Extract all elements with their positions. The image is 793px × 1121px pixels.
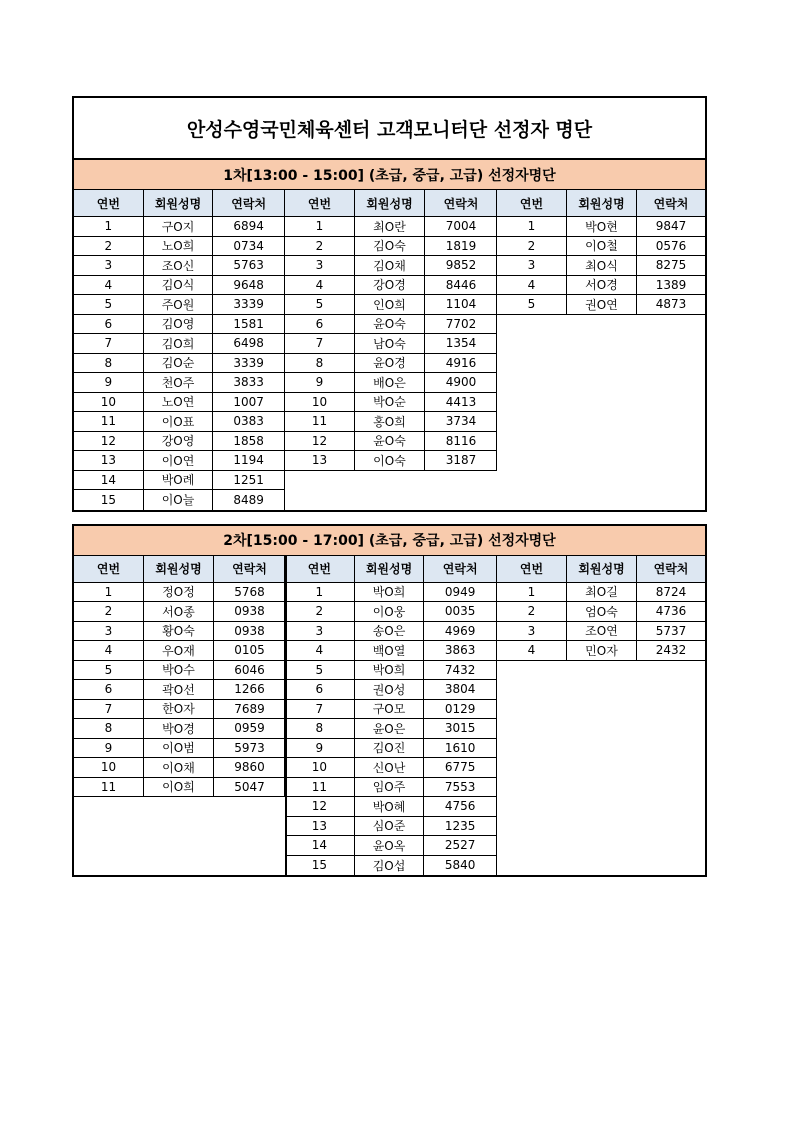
contact-number: 0576 bbox=[655, 238, 687, 253]
member-name: 노O희 bbox=[144, 237, 214, 256]
member-name: 김O식 bbox=[144, 276, 214, 295]
row-number: 3 bbox=[497, 622, 567, 641]
member-name: 윤O옥 bbox=[355, 836, 425, 855]
contact-number: 8489 bbox=[233, 492, 264, 507]
contact-number: 5840 bbox=[444, 858, 476, 873]
member-name: 이O철 bbox=[567, 237, 637, 256]
contact-number: 4900 bbox=[445, 375, 477, 390]
table-row bbox=[497, 237, 705, 257]
contact-number: 1858 bbox=[233, 433, 264, 448]
row-number: 9 bbox=[285, 739, 355, 758]
table-row bbox=[285, 778, 496, 798]
contact-number: 2527 bbox=[444, 838, 476, 853]
contact-number: 0129 bbox=[444, 701, 476, 716]
member-name: 이O숙 bbox=[355, 451, 425, 470]
row-number: 3 bbox=[74, 622, 144, 641]
table-block bbox=[285, 190, 497, 510]
member-name: 조O신 bbox=[144, 256, 214, 275]
member-name: 서O경 bbox=[567, 276, 637, 295]
table-row bbox=[74, 393, 284, 413]
table-row bbox=[285, 315, 497, 335]
member-name: 신O난 bbox=[355, 758, 425, 777]
row-number: 4 bbox=[497, 641, 567, 660]
table-row bbox=[497, 583, 705, 603]
table-row bbox=[74, 412, 284, 432]
row-number: 1 bbox=[497, 583, 567, 602]
table-row bbox=[497, 641, 705, 661]
member-name: 구O모 bbox=[355, 700, 425, 719]
member-name: 노O연 bbox=[144, 393, 214, 412]
table-row bbox=[285, 661, 496, 681]
member-name: 강O영 bbox=[144, 432, 214, 451]
table-row bbox=[285, 412, 497, 432]
row-number: 12 bbox=[74, 432, 144, 451]
row-number: 6 bbox=[285, 680, 355, 699]
contact-number: 9852 bbox=[445, 258, 477, 273]
row-number: 14 bbox=[74, 471, 144, 490]
row-number: 5 bbox=[74, 295, 144, 314]
row-number: 6 bbox=[74, 680, 144, 699]
table-row bbox=[285, 432, 497, 452]
member-name: 윤O숙 bbox=[355, 315, 425, 334]
table-row bbox=[74, 622, 285, 642]
table-row bbox=[74, 700, 285, 720]
page-title: 안성수영국민체육센터 고객모니터단 선정자 명단 bbox=[72, 96, 707, 160]
table-row bbox=[285, 797, 496, 817]
member-name: 엄O숙 bbox=[567, 602, 637, 621]
row-number: 6 bbox=[74, 315, 144, 334]
row-number: 12 bbox=[285, 432, 355, 451]
contact-number: 1354 bbox=[445, 336, 477, 351]
contact-number: 8116 bbox=[445, 433, 477, 448]
contact-number: 5737 bbox=[655, 623, 687, 638]
row-number: 5 bbox=[74, 661, 144, 680]
row-number: 10 bbox=[285, 758, 355, 777]
table-row bbox=[74, 256, 284, 276]
contact-number: 1251 bbox=[233, 472, 264, 487]
table-block bbox=[497, 190, 705, 510]
table-block bbox=[497, 556, 705, 876]
contact-number: 1819 bbox=[445, 238, 477, 253]
column-header: 연번 bbox=[285, 556, 355, 582]
table-row bbox=[285, 739, 496, 759]
member-name: 이O채 bbox=[144, 758, 214, 777]
member-name: 곽O선 bbox=[144, 680, 214, 699]
row-number: 3 bbox=[285, 256, 355, 275]
row-number: 10 bbox=[74, 393, 144, 412]
row-number: 5 bbox=[497, 295, 567, 314]
contact-number: 4916 bbox=[445, 355, 477, 370]
member-name: 최O길 bbox=[567, 583, 637, 602]
column-header: 연락처 bbox=[653, 562, 689, 576]
table-row bbox=[74, 354, 284, 374]
column-header: 연락처 bbox=[442, 562, 478, 576]
column-header: 연번 bbox=[497, 190, 567, 216]
member-name: 심O준 bbox=[355, 817, 425, 836]
member-name: 이O표 bbox=[144, 412, 214, 431]
contact-number: 3863 bbox=[444, 643, 476, 658]
row-number: 11 bbox=[74, 778, 144, 797]
row-number: 4 bbox=[74, 276, 144, 295]
table-row bbox=[74, 641, 285, 661]
member-name: 김O채 bbox=[355, 256, 425, 275]
member-name: 김O순 bbox=[144, 354, 214, 373]
contact-number: 6775 bbox=[444, 760, 476, 775]
section-blocks bbox=[74, 556, 705, 876]
contact-number: 7702 bbox=[445, 316, 477, 331]
contact-number: 5763 bbox=[233, 258, 264, 273]
contact-number: 4873 bbox=[655, 297, 687, 312]
empty-area bbox=[497, 315, 705, 510]
member-name: 홍O희 bbox=[355, 412, 425, 431]
contact-number: 1104 bbox=[445, 297, 477, 312]
table-row bbox=[74, 758, 285, 778]
row-number: 8 bbox=[285, 354, 355, 373]
member-name: 이O범 bbox=[144, 739, 214, 758]
table-row bbox=[74, 680, 285, 700]
row-number: 4 bbox=[285, 276, 355, 295]
row-number: 8 bbox=[74, 354, 144, 373]
table-row bbox=[285, 295, 497, 315]
column-header: 연락처 bbox=[653, 196, 689, 211]
row-number: 1 bbox=[285, 583, 355, 602]
table-row bbox=[285, 451, 497, 471]
row-number: 3 bbox=[285, 622, 355, 641]
empty-area bbox=[285, 471, 497, 510]
table-header bbox=[74, 190, 284, 217]
block-divider bbox=[285, 556, 287, 876]
column-header: 연락처 bbox=[443, 196, 479, 211]
contact-number: 4969 bbox=[444, 623, 476, 638]
member-name: 박O순 bbox=[355, 393, 425, 412]
member-name: 우O재 bbox=[144, 641, 214, 660]
row-number: 8 bbox=[285, 719, 355, 738]
table-header bbox=[285, 190, 497, 217]
member-name: 이O희 bbox=[144, 778, 214, 797]
row-number: 5 bbox=[285, 295, 355, 314]
contact-number: 6498 bbox=[233, 336, 264, 351]
contact-number: 9648 bbox=[233, 277, 264, 292]
table-row bbox=[74, 719, 285, 739]
table-row bbox=[285, 276, 497, 296]
contact-number: 9847 bbox=[655, 219, 687, 234]
row-number: 1 bbox=[74, 217, 144, 236]
table-row bbox=[497, 276, 705, 296]
row-number: 3 bbox=[497, 256, 567, 275]
row-number: 9 bbox=[285, 373, 355, 392]
table-row bbox=[74, 237, 284, 257]
contact-number: 4756 bbox=[444, 799, 476, 814]
column-header: 연번 bbox=[285, 190, 355, 216]
table-row bbox=[285, 719, 496, 739]
contact-number: 0105 bbox=[234, 643, 265, 658]
member-name: 김O섭 bbox=[355, 856, 425, 876]
table-block bbox=[285, 556, 497, 876]
member-name: 정O정 bbox=[144, 583, 214, 602]
table-row bbox=[285, 758, 496, 778]
table-row bbox=[74, 334, 284, 354]
contact-number: 0949 bbox=[444, 584, 476, 599]
table-block bbox=[74, 556, 285, 876]
row-number: 4 bbox=[497, 276, 567, 295]
member-name: 인O희 bbox=[355, 295, 425, 314]
contact-number: 3339 bbox=[233, 297, 264, 312]
member-name: 김O숙 bbox=[355, 237, 425, 256]
row-number: 6 bbox=[285, 315, 355, 334]
member-name: 서O종 bbox=[144, 602, 214, 621]
contact-number: 0938 bbox=[234, 623, 265, 638]
table-row bbox=[285, 622, 496, 642]
table-row bbox=[74, 217, 284, 237]
member-name: 강O경 bbox=[355, 276, 425, 295]
table-row bbox=[285, 217, 497, 237]
empty-area bbox=[497, 661, 705, 876]
table-row bbox=[497, 622, 705, 642]
contact-number: 8275 bbox=[655, 258, 687, 273]
row-number: 4 bbox=[285, 641, 355, 660]
table-row bbox=[74, 315, 284, 335]
table-row bbox=[497, 256, 705, 276]
table-row bbox=[285, 393, 497, 413]
table-row bbox=[74, 295, 284, 315]
member-name: 이O연 bbox=[144, 451, 214, 470]
member-name: 박O현 bbox=[567, 217, 637, 236]
table-header bbox=[497, 190, 705, 217]
table-row bbox=[74, 490, 284, 510]
column-header: 회원성명 bbox=[355, 556, 425, 582]
contact-number: 3734 bbox=[445, 414, 477, 429]
row-number: 7 bbox=[74, 700, 144, 719]
contact-number: 7553 bbox=[444, 779, 476, 794]
row-number: 15 bbox=[285, 856, 355, 876]
contact-number: 7004 bbox=[445, 219, 477, 234]
document bbox=[72, 96, 707, 877]
contact-number: 1194 bbox=[233, 453, 264, 468]
row-number: 7 bbox=[285, 700, 355, 719]
contact-number: 5768 bbox=[234, 584, 265, 599]
table-row bbox=[285, 256, 497, 276]
member-name: 이O늘 bbox=[144, 490, 214, 510]
table-row bbox=[285, 354, 497, 374]
table-row bbox=[285, 856, 496, 876]
member-name: 민O자 bbox=[567, 641, 637, 660]
contact-number: 7689 bbox=[234, 701, 265, 716]
row-number: 11 bbox=[285, 778, 355, 797]
contact-number: 1389 bbox=[655, 277, 687, 292]
contact-number: 1007 bbox=[233, 394, 264, 409]
contact-number: 4736 bbox=[655, 604, 687, 619]
table-row bbox=[285, 334, 497, 354]
row-number: 13 bbox=[285, 451, 355, 470]
row-number: 9 bbox=[74, 373, 144, 392]
row-number: 10 bbox=[74, 758, 144, 777]
contact-number: 6894 bbox=[233, 219, 264, 234]
row-number: 1 bbox=[74, 583, 144, 602]
member-name: 임O주 bbox=[355, 778, 425, 797]
member-name: 최O식 bbox=[567, 256, 637, 275]
contact-number: 0938 bbox=[234, 604, 265, 619]
contact-number: 0959 bbox=[234, 721, 265, 736]
table-header bbox=[285, 556, 496, 583]
column-header: 회원성명 bbox=[144, 556, 214, 582]
row-number: 15 bbox=[74, 490, 144, 510]
contact-number: 1581 bbox=[233, 316, 264, 331]
table-row bbox=[74, 739, 285, 759]
table-row bbox=[74, 778, 285, 798]
row-number: 13 bbox=[74, 451, 144, 470]
table-header bbox=[74, 556, 285, 583]
table-row bbox=[74, 583, 285, 603]
contact-number: 5047 bbox=[234, 779, 265, 794]
row-number: 2 bbox=[74, 237, 144, 256]
member-name: 주O원 bbox=[144, 295, 214, 314]
row-number: 11 bbox=[285, 412, 355, 431]
row-number: 2 bbox=[285, 237, 355, 256]
contact-number: 0383 bbox=[233, 414, 264, 429]
row-number: 2 bbox=[497, 602, 567, 621]
table-row bbox=[497, 295, 705, 315]
member-name: 백O열 bbox=[355, 641, 425, 660]
contact-number: 5973 bbox=[234, 740, 265, 755]
table-row bbox=[74, 432, 284, 452]
column-header: 연락처 bbox=[232, 562, 267, 576]
column-header: 회원성명 bbox=[567, 190, 637, 216]
contact-number: 2432 bbox=[655, 643, 687, 658]
table-block bbox=[74, 190, 285, 510]
member-name: 이O웅 bbox=[355, 602, 425, 621]
contact-number: 0734 bbox=[233, 238, 264, 253]
section-header: 2차[15:00 - 17:00] (초급, 중급, 고급) 선정자명단 bbox=[74, 526, 705, 556]
member-name: 구O지 bbox=[144, 217, 214, 236]
column-header: 회원성명 bbox=[144, 190, 214, 216]
member-name: 천O주 bbox=[144, 373, 214, 392]
table-row bbox=[74, 471, 284, 491]
row-number: 1 bbox=[285, 217, 355, 236]
table-row bbox=[74, 661, 285, 681]
contact-number: 3187 bbox=[445, 453, 477, 468]
member-name: 박O희 bbox=[355, 583, 425, 602]
row-number: 10 bbox=[285, 393, 355, 412]
member-name: 박O수 bbox=[144, 661, 214, 680]
section-header: 1차[13:00 - 15:00] (초급, 중급, 고급) 선정자명단 bbox=[74, 160, 705, 190]
column-header: 회원성명 bbox=[355, 190, 425, 216]
selection-section-1 bbox=[72, 160, 707, 512]
member-name: 윤O은 bbox=[355, 719, 425, 738]
table-row bbox=[285, 641, 496, 661]
row-number: 2 bbox=[497, 237, 567, 256]
member-name: 황O숙 bbox=[144, 622, 214, 641]
member-name: 박O희 bbox=[355, 661, 425, 680]
table-row bbox=[285, 583, 496, 603]
table-header bbox=[497, 556, 705, 583]
table-row bbox=[285, 373, 497, 393]
sections bbox=[72, 160, 707, 877]
table-row bbox=[285, 836, 496, 856]
member-name: 김O진 bbox=[355, 739, 425, 758]
table-row bbox=[74, 451, 284, 471]
table-row bbox=[285, 680, 496, 700]
member-name: 조O연 bbox=[567, 622, 637, 641]
row-number: 7 bbox=[285, 334, 355, 353]
member-name: 윤O숙 bbox=[355, 432, 425, 451]
row-number: 2 bbox=[285, 602, 355, 621]
column-header: 연락처 bbox=[231, 196, 267, 211]
row-number: 13 bbox=[285, 817, 355, 836]
contact-number: 3339 bbox=[233, 355, 264, 370]
contact-number: 1235 bbox=[444, 818, 476, 833]
row-number: 4 bbox=[74, 641, 144, 660]
table-row bbox=[74, 276, 284, 296]
row-number: 9 bbox=[74, 739, 144, 758]
row-number: 14 bbox=[285, 836, 355, 855]
section-blocks bbox=[74, 190, 705, 510]
contact-number: 7432 bbox=[444, 662, 476, 677]
member-name: 박O경 bbox=[144, 719, 214, 738]
table-row bbox=[74, 373, 284, 393]
member-name: 남O숙 bbox=[355, 334, 425, 353]
row-number: 3 bbox=[74, 256, 144, 275]
member-name: 배O은 bbox=[355, 373, 425, 392]
table-row bbox=[74, 602, 285, 622]
contact-number: 6046 bbox=[234, 662, 265, 677]
contact-number: 9860 bbox=[234, 760, 265, 775]
contact-number: 1610 bbox=[444, 740, 476, 755]
member-name: 송O은 bbox=[355, 622, 425, 641]
row-number: 2 bbox=[74, 602, 144, 621]
row-number: 8 bbox=[74, 719, 144, 738]
table-row bbox=[285, 700, 496, 720]
row-number: 7 bbox=[74, 334, 144, 353]
table-row bbox=[497, 217, 705, 237]
member-name: 김O희 bbox=[144, 334, 214, 353]
member-name: 김O영 bbox=[144, 315, 214, 334]
member-name: 윤O경 bbox=[355, 354, 425, 373]
table-row bbox=[285, 602, 496, 622]
contact-number: 8724 bbox=[655, 584, 687, 599]
contact-number: 4413 bbox=[445, 394, 477, 409]
contact-number: 8446 bbox=[445, 277, 477, 292]
contact-number: 3015 bbox=[444, 721, 476, 736]
contact-number: 0035 bbox=[444, 604, 476, 619]
table-row bbox=[497, 602, 705, 622]
contact-number: 3833 bbox=[233, 375, 264, 390]
row-number: 1 bbox=[497, 217, 567, 236]
member-name: 박O혜 bbox=[355, 797, 425, 816]
column-header: 연번 bbox=[497, 556, 567, 582]
column-header: 연번 bbox=[74, 556, 144, 582]
contact-number: 1266 bbox=[234, 682, 265, 697]
row-number: 12 bbox=[285, 797, 355, 816]
selection-section-2 bbox=[72, 524, 707, 878]
member-name: 박O례 bbox=[144, 471, 214, 490]
table-row bbox=[285, 817, 496, 837]
row-number: 11 bbox=[74, 412, 144, 431]
member-name: 권O성 bbox=[355, 680, 425, 699]
empty-area bbox=[74, 797, 285, 875]
table-row bbox=[285, 237, 497, 257]
member-name: 최O란 bbox=[355, 217, 425, 236]
row-number: 5 bbox=[285, 661, 355, 680]
member-name: 권O연 bbox=[567, 295, 637, 314]
column-header: 회원성명 bbox=[567, 556, 637, 582]
contact-number: 3804 bbox=[444, 682, 476, 697]
member-name: 한O자 bbox=[144, 700, 214, 719]
column-header: 연번 bbox=[74, 190, 144, 216]
